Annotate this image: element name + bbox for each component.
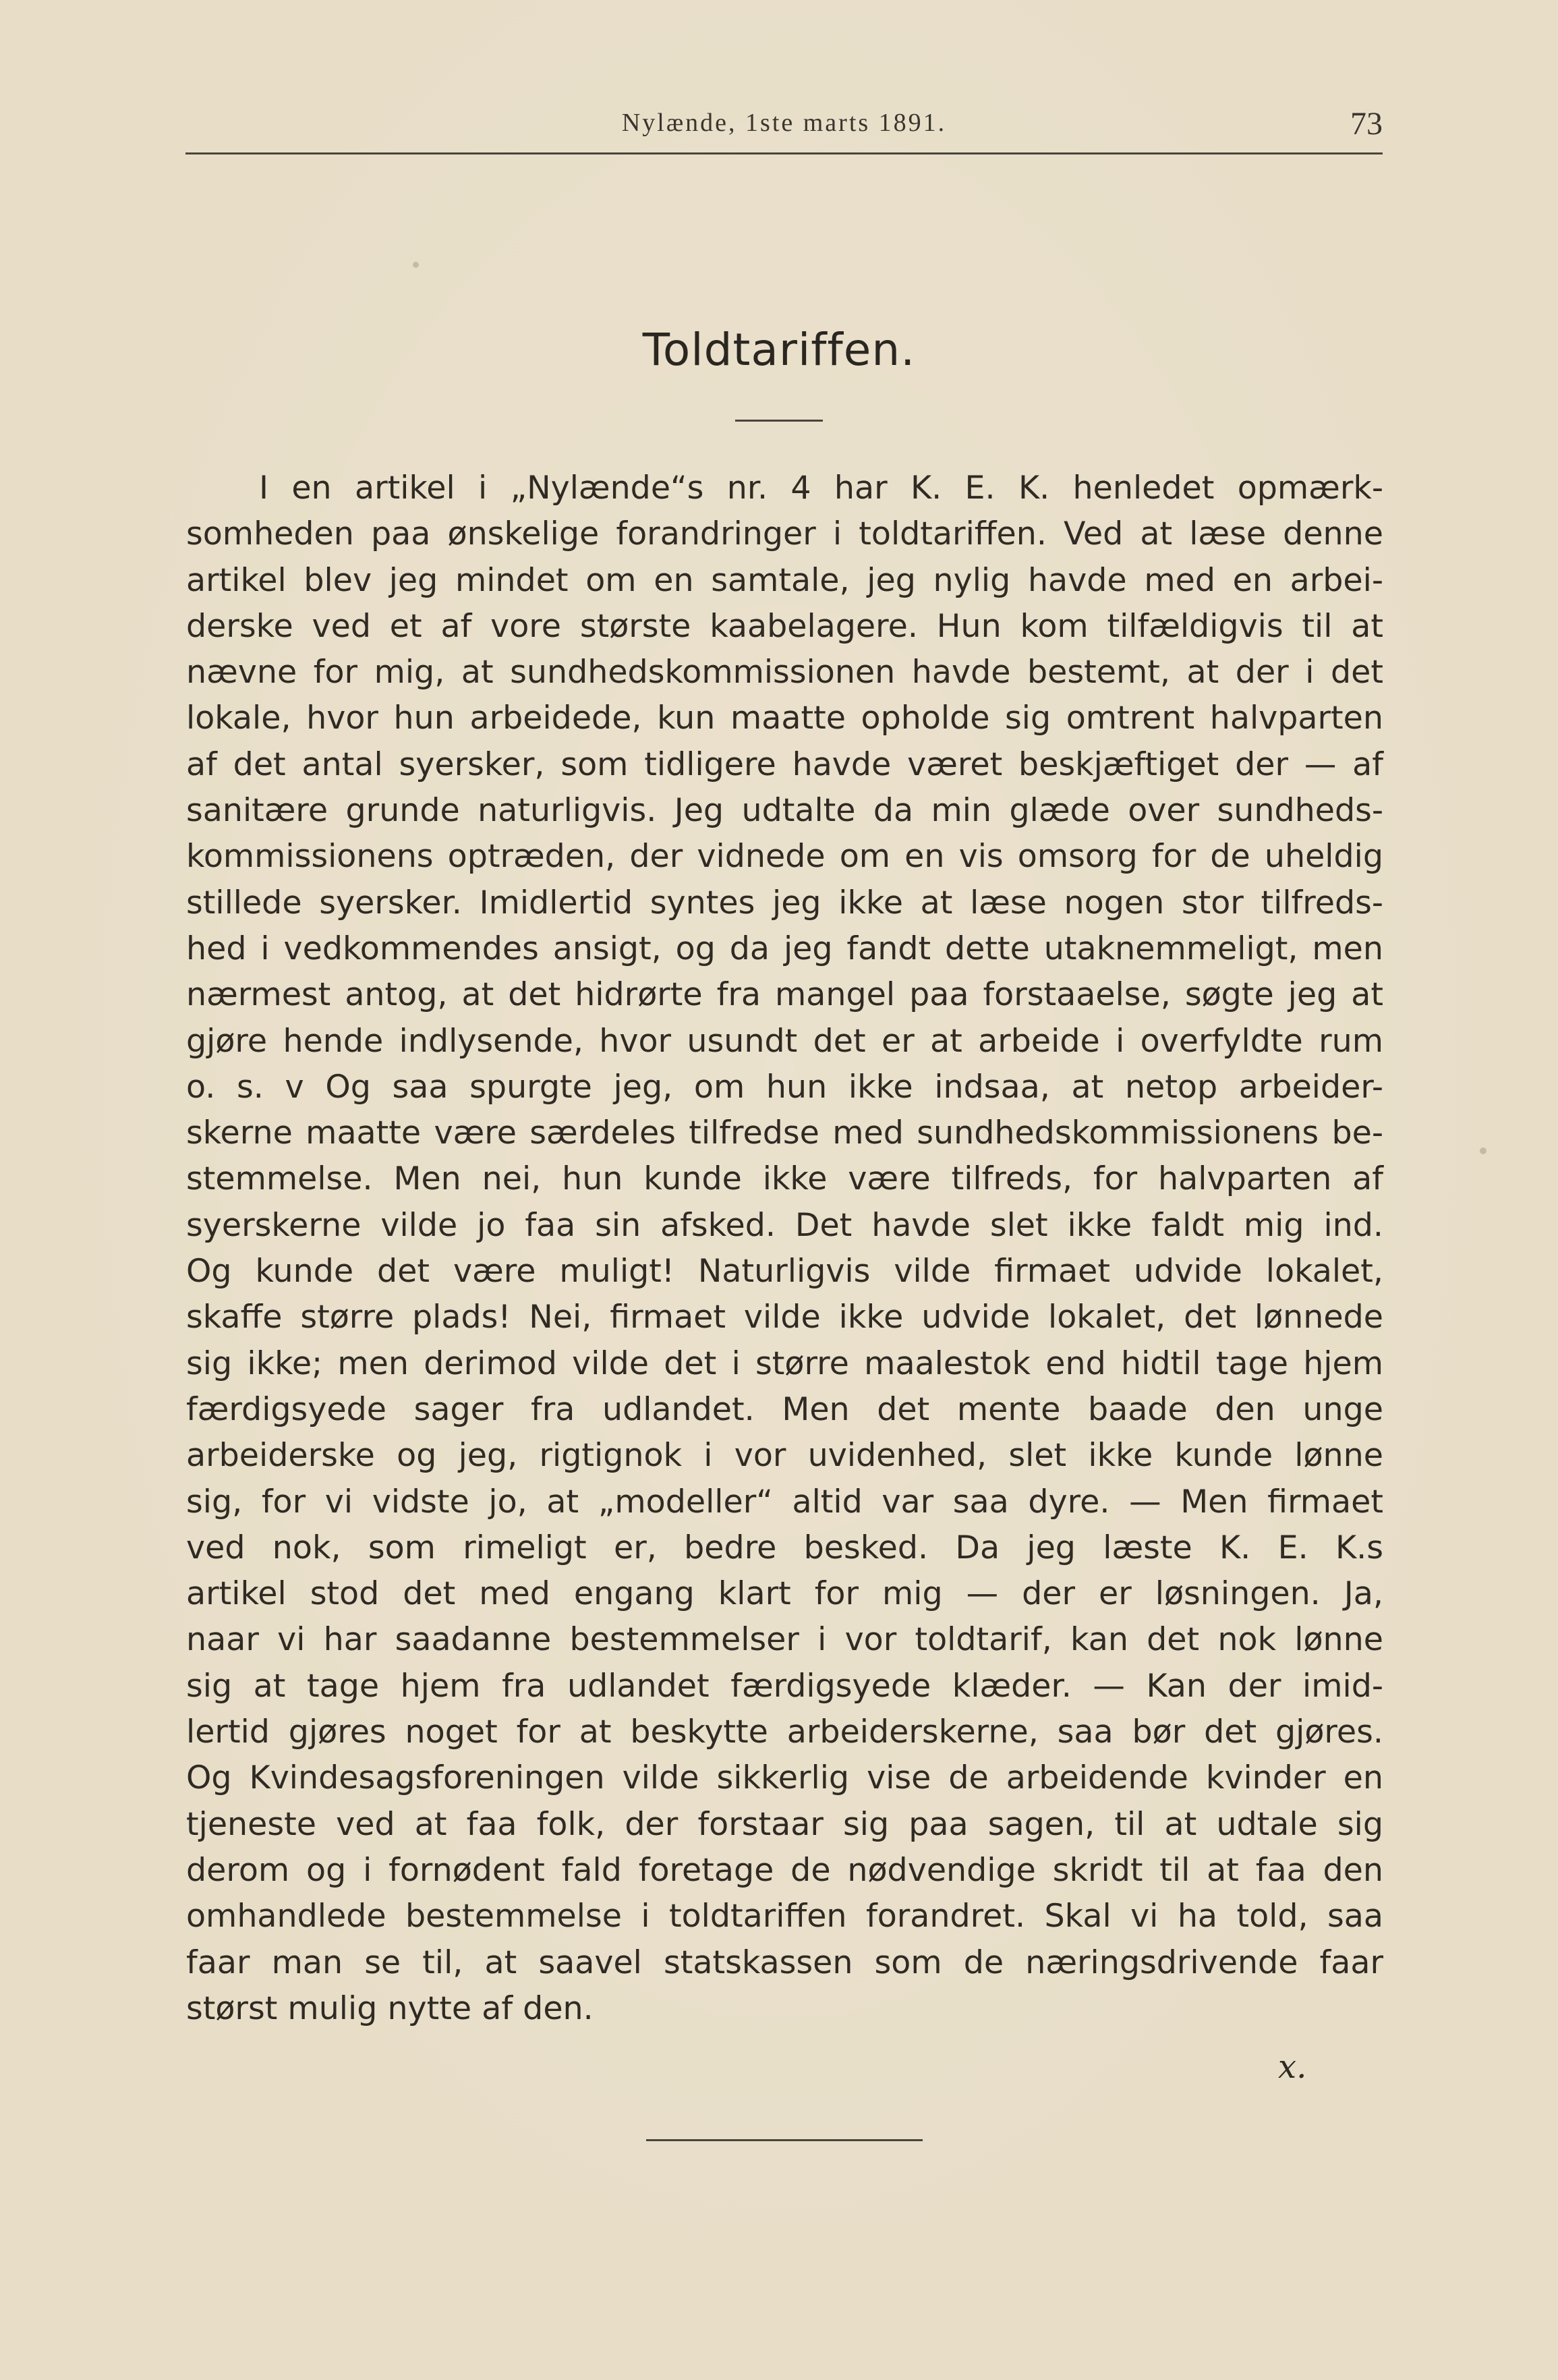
body-line: lokale, hvor hun arbeidede, kun maatte opholde sig omtrent halvparten: [186, 700, 1383, 737]
body-line: Og kunde det være muligt! Naturligvis vilde firmaet udvide lokalet,: [186, 1253, 1383, 1291]
body-line: sig ikke; men derimod vilde det i større maalestok end hidtil tage hjem: [186, 1344, 1383, 1382]
body-line: sanitære grunde naturligvis. Jeg udtalte da min glæde over sundheds-: [186, 792, 1383, 830]
article-title: Toldtariffen.: [642, 324, 916, 376]
body-line: stemmelse. Men nei, hun kunde ikke være tilfreds, for halvparten af: [186, 1160, 1383, 1198]
body-line: nævne for mig, at sundhedskommissionen havde bestemt, at der i det: [186, 654, 1383, 691]
title-rule: [735, 420, 823, 422]
paper-stain: [1480, 1148, 1487, 1154]
body-line: omhandlede bestemmelse i toldtariffen forandret. Skal vi ha told, saa: [186, 1898, 1383, 1935]
body-line: sig, for vi vidste jo, at „modeller“ altid var saa dyre. — Men firmaet: [186, 1483, 1383, 1521]
body-line: skerne maatte være særdeles tilfredse med sundhedskommissionens be-: [186, 1114, 1383, 1152]
body-line: størst mulig nytte af den.: [186, 1989, 594, 2027]
paper-stain: [413, 262, 419, 268]
header-rule: [185, 152, 1383, 154]
article-body: [186, 465, 1383, 2032]
body-line: naar vi har saadanne bestemmelser i vor toldtarif, kan det nok lønne: [186, 1621, 1383, 1659]
body-line: artikel blev jeg mindet om en samtale, jeg nylig havde med en arbei-: [186, 561, 1383, 599]
body-line: kommissionens optræden, der vidnede om en vis omsorg for de uheldig: [186, 838, 1383, 876]
body-line: tjeneste ved at faa folk, der forstaar sig paa sagen, til at udtale sig: [186, 1805, 1383, 1843]
body-line: arbeiderske og jeg, rigtignok i vor uvidenhed, slet ikke kunde lønne: [186, 1437, 1383, 1475]
body-line: faar man se til, at saavel statskassen som de næringsdrivende faar: [186, 1944, 1383, 1981]
body-line: stillede syersker. Imidlertid syntes jeg ikke at læse nogen stor tilfreds-: [186, 884, 1383, 922]
body-line: nærmest antog, at det hidrørte fra mangel paa forstaaelse, søgte jeg at: [186, 976, 1383, 1014]
body-line: somheden paa ønskelige forandringer i toldtariffen. Ved at læse denne: [186, 515, 1383, 553]
body-line: af det antal syersker, som tidligere havde været beskjæftiget der — af: [186, 745, 1383, 783]
body-line: sig at tage hjem fra udlandet færdigsyede klæder. — Kan der imid-: [186, 1667, 1383, 1705]
end-rule: [646, 2139, 923, 2141]
page-number: 73: [1350, 106, 1383, 142]
page-header: [185, 108, 1383, 155]
body-line: hed i vedkommendes ansigt, og da jeg fandt dette utaknemmeligt, men: [186, 930, 1383, 967]
body-line: færdigsyede sager fra udlandet. Men det mente baade den unge: [186, 1390, 1383, 1428]
body-line: ved nok, som rimeligt er, bedre besked. Da jeg læste K. E. K.s: [186, 1529, 1383, 1566]
body-line: Og Kvindesagsforeningen vilde sikkerlig vise de arbeidende kvinder en: [186, 1759, 1383, 1797]
author-signature: x.: [1278, 2048, 1307, 2086]
body-line: o. s. v Og saa spurgte jeg, om hun ikke indsaa, at netop arbeider-: [186, 1068, 1383, 1106]
body-line: derske ved et af vore største kaabelagere. Hun kom tilfældigvis til at: [186, 607, 1383, 645]
body-line: I en artikel i „Nylænde“s nr. 4 har K. E. K. henledet opmærk-: [259, 470, 1383, 507]
running-head: Nylænde, 1ste marts 1891.: [621, 109, 947, 137]
body-line: derom og i fornødent fald foretage de nødvendige skridt til at faa den: [186, 1851, 1383, 1889]
body-line: gjøre hende indlysende, hvor usundt det er at arbeide i overfyldte rum: [186, 1022, 1383, 1060]
body-line: skaffe større plads! Nei, firmaet vilde ikke udvide lokalet, det lønnede: [186, 1299, 1383, 1336]
body-line: syerskerne vilde jo faa sin afsked. Det havde slet ikke faldt mig ind.: [186, 1206, 1383, 1244]
body-line: lertid gjøres noget for at beskytte arbeiderskerne, saa bør det gjøres.: [186, 1713, 1383, 1751]
body-line: artikel stod det med engang klart for mig — der er løsningen. Ja,: [186, 1575, 1383, 1613]
